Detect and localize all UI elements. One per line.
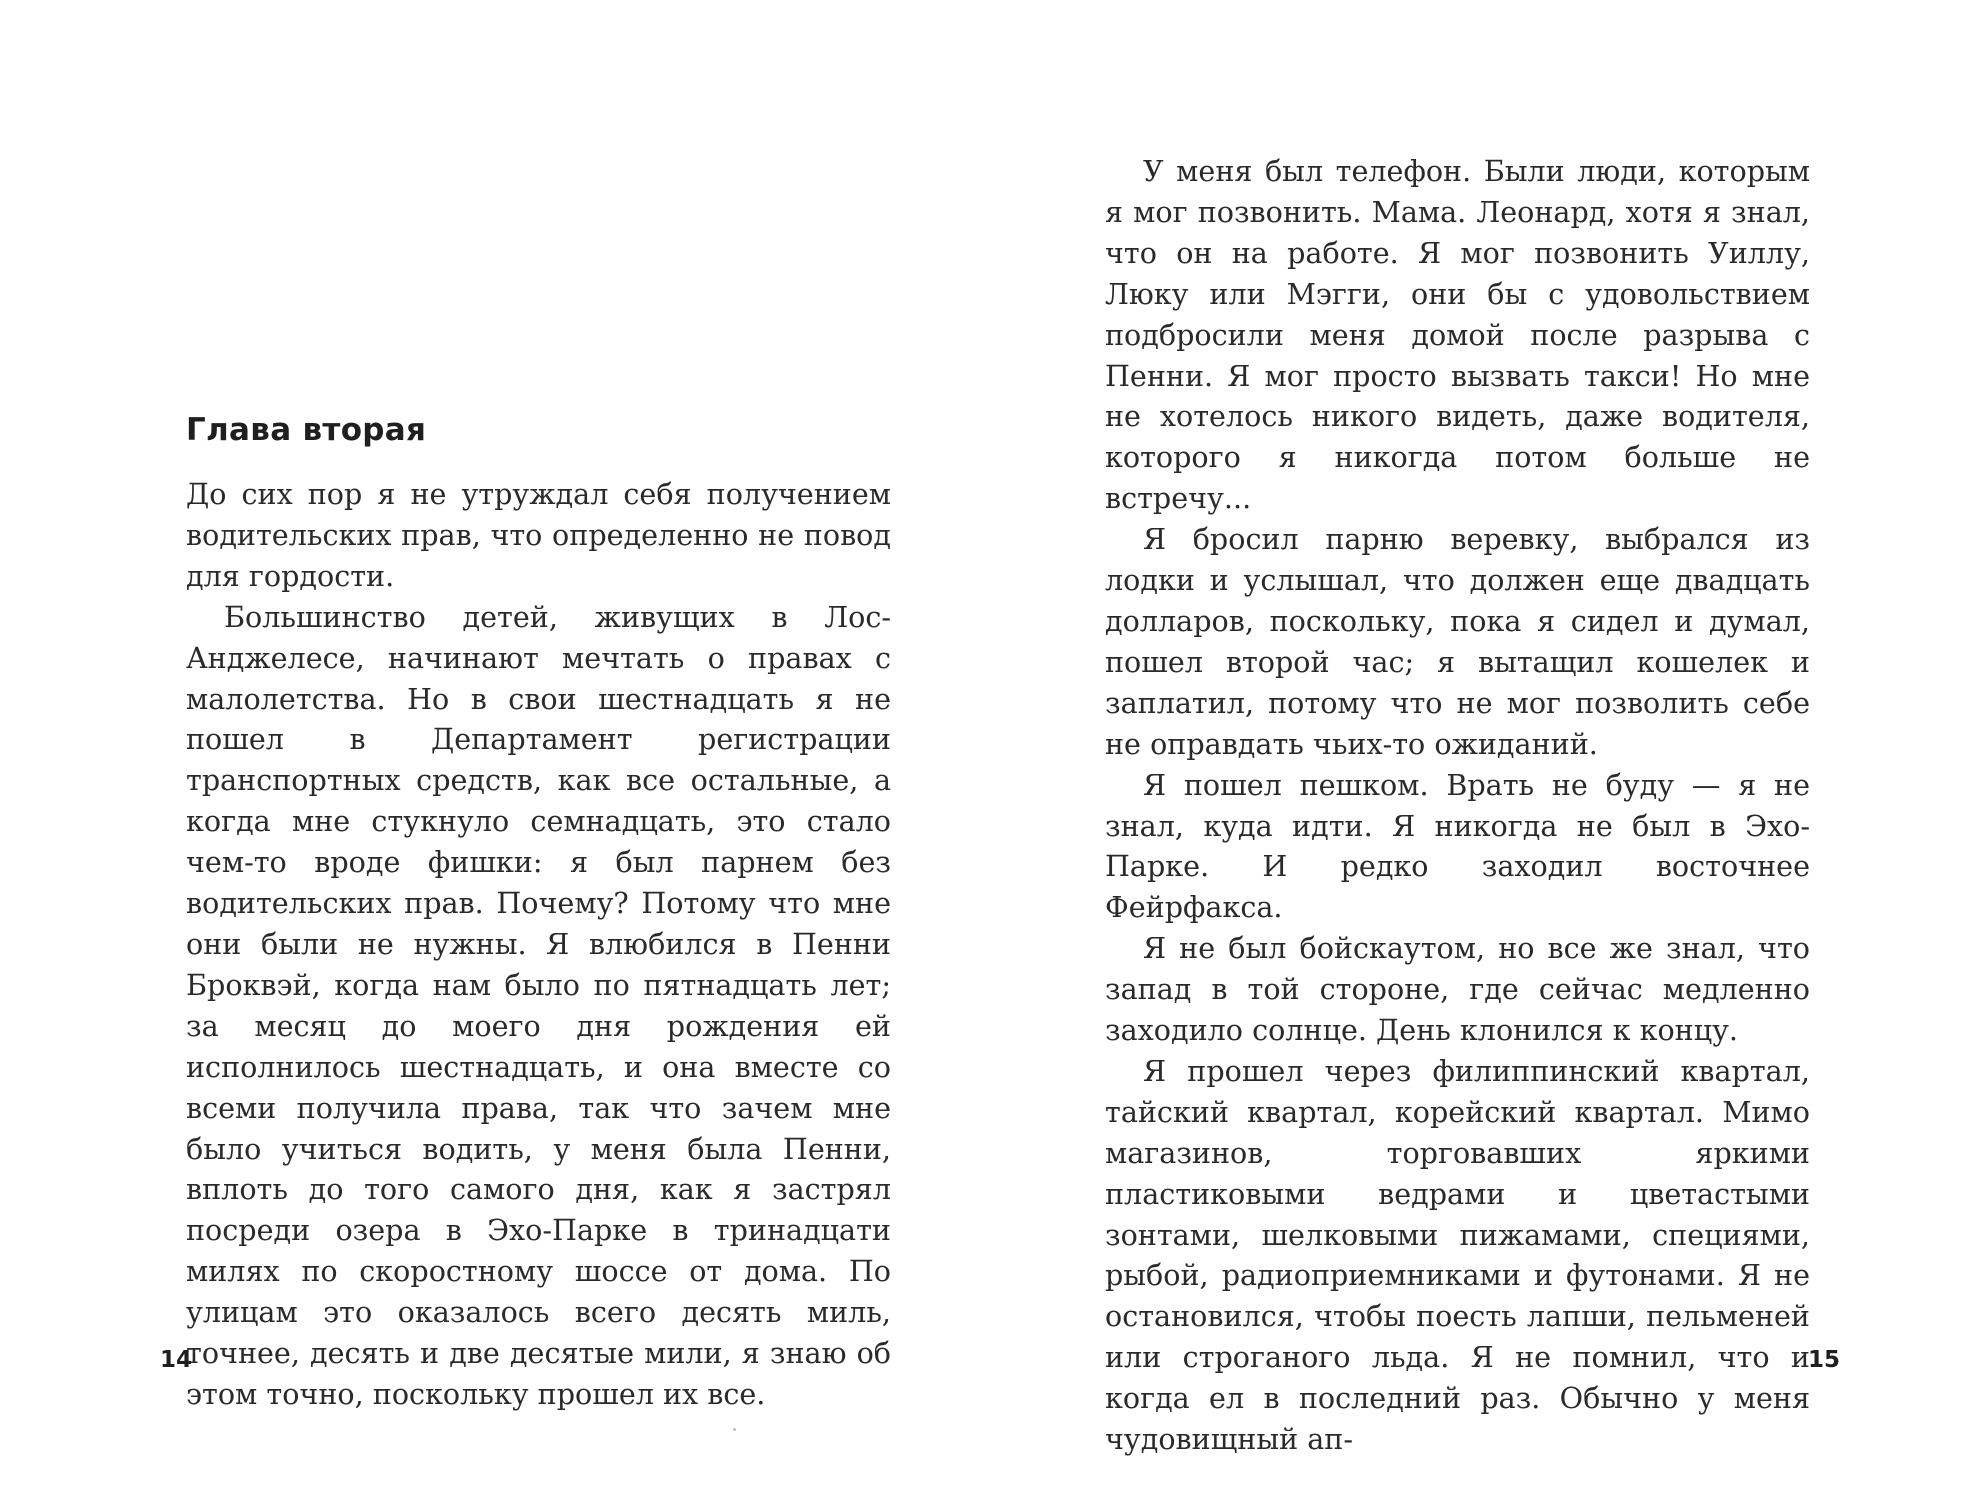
paragraph: Я пошел пешком. Врать не буду — я не знал, куда идти. Я никогда не был в Эхо-Парке. И редко заходил восточнее Фейрфакса.: [1105, 767, 1810, 925]
paragraph: Большинство детей, живущих в Лос-Анджелесе, начинают мечтать о правах с малолетства. Но в свои шестнадцать я не пошел в Департамент регистрации транспортных средств, как все остальные, а когда мне стукнуло семнадцать, это стало чем-то вроде фишки: я был парнем без водительских прав. Почему? Потому что мне они были не нужны. Я влюбился в Пенни Броквэй, когда нам было по пятнадцать лет; за месяц до моего дня рождения ей исполнилось шестнадцать, и она вместе со всеми получила права, так что зачем мне было учиться водить, у меня была Пенни, вплоть до того самого дня, как я застрял посреди озера в Эхо-Парке в тринадцати милях по скоростному шоссе от дома. По улицам это оказалось всего десять миль, точнее, десять и две десятые мили, я знаю об этом точно, поскольку прошел их все.: [186, 599, 891, 1411]
right-page: [985, 0, 1965, 1494]
paragraph: Я прошел через филиппинский квартал, тайский квартал, корейский квартал. Мимо магазинов, торговавших яркими пластиковыми ведрами и цветастыми зонтами, шелковыми пижамами, специями, рыбой, радиоприемниками и футонами. Я не остановился, чтобы поесть лапши, пельменей или строганого льда. Я не помнил, что и когда ел в последний раз. Обычно у меня чудовищный ап-: [1105, 1053, 1810, 1457]
scan-speck: [733, 1428, 736, 1431]
paragraph: Я бросил парню веревку, выбрался из лодки и услышал, что должен еще двадцать долларов, поскольку, пока я сидел и думал, пошел второй час; я вытащил кошелек и заплатил, потому что не мог позволить себе не оправдать чьих-то ожиданий.: [1105, 522, 1810, 761]
page-number: 15: [1808, 1347, 1841, 1373]
chapter-title: Глава вторая: [186, 412, 427, 448]
left-page-text: [186, 474, 891, 1415]
paragraph: Я не был бойскаутом, но все же знал, что запад в той стороне, где сейчас медленно заходило солнце. День клонился к концу.: [1105, 931, 1810, 1048]
paragraph: У меня был телефон. Были люди, которым я мог позвонить. Мама. Леонард, хотя я знал, что он на работе. Я мог позвонить Уиллу, Люку или Мэгги, они бы с удовольствием подбросили меня домой после разрыва с Пенни. Я мог просто вызвать такси! Но мне не хотелось никого видеть, даже водителя, которого я никогда потом больше не встречу...: [1105, 154, 1810, 516]
page-number: 14: [160, 1347, 193, 1373]
right-page-text: [1105, 151, 1810, 1460]
paragraph: До сих пор я не утруждал себя получением водительских прав, что определенно не повод для гордости.: [186, 477, 891, 593]
left-page: [0, 0, 980, 1494]
